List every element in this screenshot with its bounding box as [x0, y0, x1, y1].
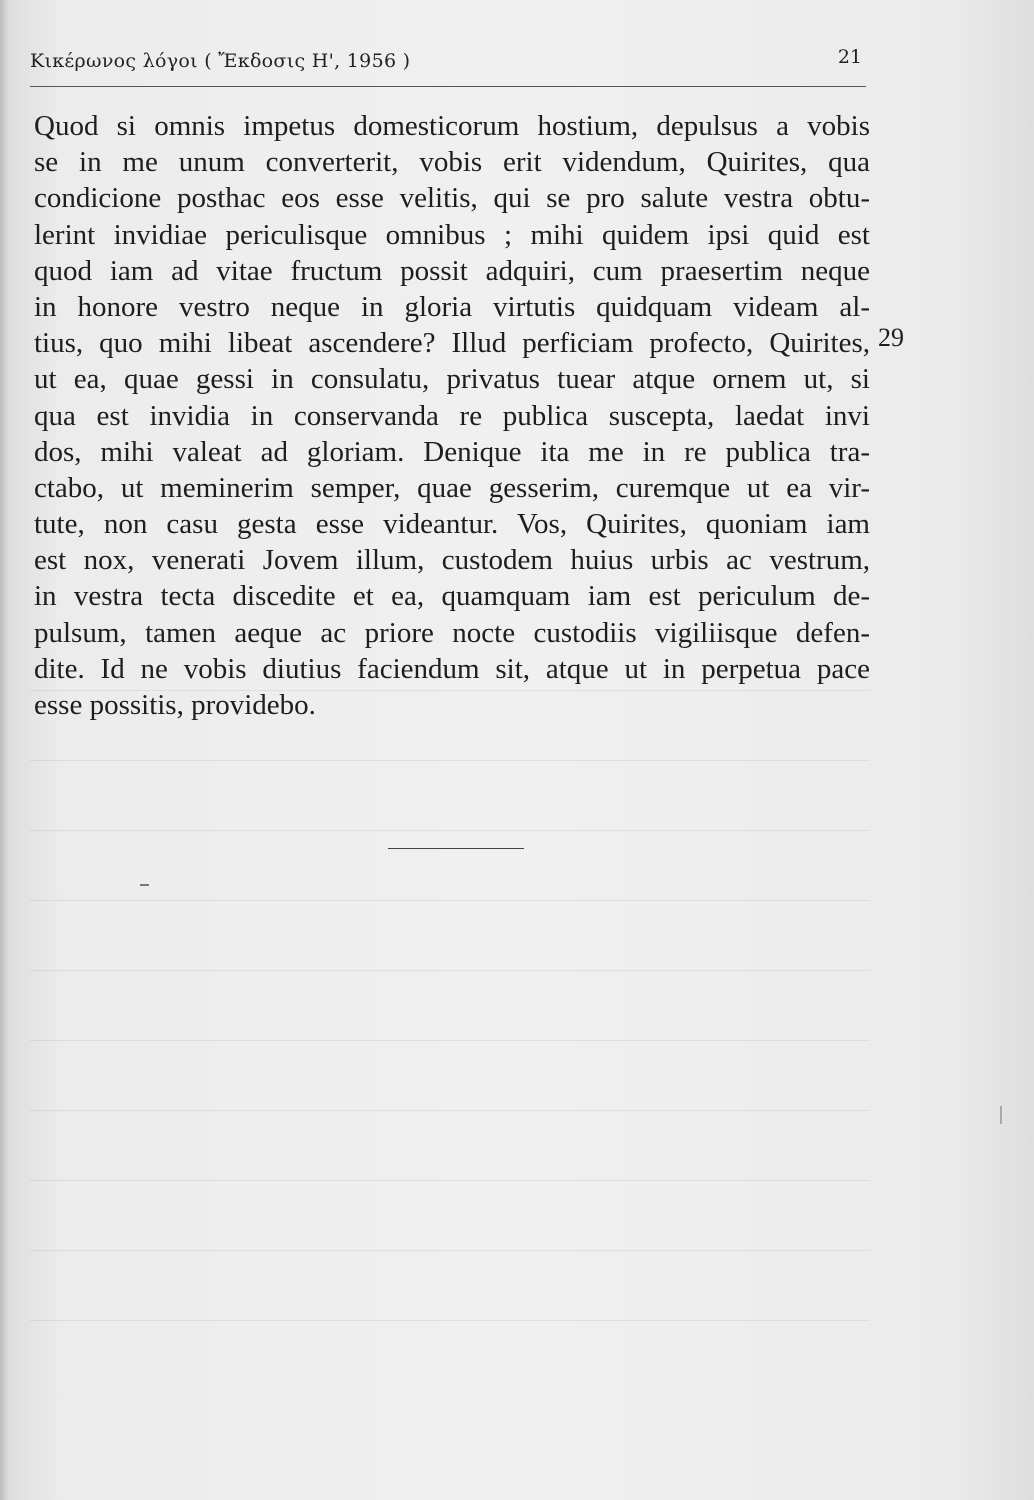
bleed-through-line: [30, 1180, 870, 1181]
text-line: dos, mihi valeat ad gloriam. Denique ita me in re publica tra-: [34, 435, 870, 468]
text-line: in vestra tecta discedite et ea, quamquam iam est periculum de-: [34, 580, 870, 613]
text-line: in honore vestro neque in gloria virtutis quidquam videam al-: [34, 290, 870, 323]
bleed-through-line: [30, 900, 870, 901]
text-line: ctabo, ut meminerim semper, quae gesserim, curemque ut ea vir-: [34, 471, 870, 504]
scan-speck: [140, 884, 149, 886]
text-line: lerint invidiae periculisque omnibus ; mihi quidem ipsi quid est: [34, 218, 870, 251]
bleed-through-line: [30, 830, 870, 831]
running-title: Κικέρωνος λόγοι ( Ἔκδοσις Η', 1956 ): [30, 50, 411, 72]
text-line: condicione posthac eos esse velitis, qui se pro salute vestra obtu-: [34, 182, 870, 215]
text-line: ut ea, quae gessi in consulatu, privatus tuear atque ornem ut, si: [34, 363, 870, 396]
text-line: dite. Id ne vobis diutius faciendum sit, atque ut in perpetua pace: [34, 652, 870, 685]
text-line: qua est invidia in conservanda re publica suscepta, laedat invi: [34, 399, 870, 432]
text-line: est nox, venerati Jovem illum, custodem huius urbis ac vestrum,: [34, 544, 870, 577]
margin-section-number: 29: [878, 323, 904, 352]
bleed-through-line: [30, 1110, 870, 1111]
bleed-through-line: [30, 1320, 870, 1321]
closing-rule: [388, 848, 524, 849]
scan-speck: [1000, 1106, 1002, 1124]
bleed-through-line: [30, 1250, 870, 1251]
text-line: Quod si omnis impetus domesticorum hostium, depulsus a vobis: [34, 110, 870, 142]
text-line: pulsum, tamen aeque ac priore nocte custodiis vigiliisque defen-: [34, 616, 870, 649]
page-number: 21: [837, 46, 862, 68]
text-line: esse possitis, providebo.: [34, 689, 316, 721]
page-binding-edge: [0, 0, 10, 1500]
bleed-through-line: [30, 1040, 870, 1041]
text-line: tius, quo mihi libeat ascendere? Illud perficiam profecto, Quirites,: [34, 327, 870, 360]
text-line: tute, non casu gesta esse videantur. Vos, Quirites, quoniam iam: [34, 508, 870, 541]
text-line: se in me unum converterit, vobis erit videndum, Quirites, qua: [34, 146, 870, 179]
bleed-through-line: [30, 760, 870, 761]
header-rule: [30, 86, 866, 87]
body-paragraph: [34, 108, 870, 723]
text-line: quod iam ad vitae fructum possit adquiri, cum praesertim neque: [34, 254, 870, 287]
running-header: [30, 46, 866, 86]
bleed-through-line: [30, 970, 870, 971]
